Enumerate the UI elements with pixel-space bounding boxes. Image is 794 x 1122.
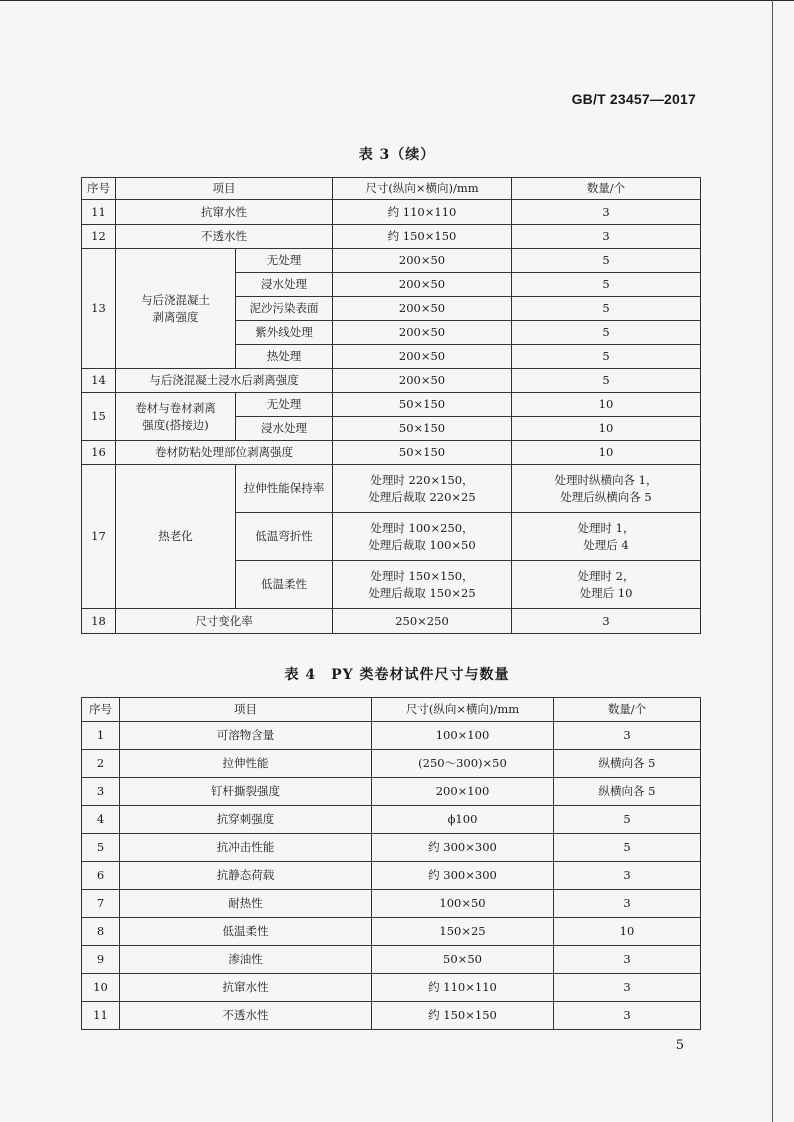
table-row: 12 不透水性 约 150×150 3: [82, 225, 701, 249]
page-number: 5: [675, 1038, 684, 1053]
table-row: 15 卷材与卷材剥离 强度(搭接边) 无处理 50×150 10: [82, 393, 701, 417]
table-row: 4 抗穿刺强度 ϕ100 5: [82, 806, 701, 834]
table-row: 9 渗油性 50×50 3: [82, 946, 701, 974]
header-size: 尺寸(纵向×横向)/mm: [372, 698, 554, 722]
table-row: 热处理 200×50 5: [82, 345, 701, 369]
table-row: 浸水处理 200×50 5: [82, 273, 701, 297]
header-item: 项目: [120, 698, 372, 722]
standard-code: GB/T 23457—2017: [571, 91, 696, 107]
header-qty: 数量/个: [554, 698, 701, 722]
table-row: 1 可溶物含量 100×100 3: [82, 722, 701, 750]
table-row: 16 卷材防粘处理部位剥离强度 50×150 10: [82, 441, 701, 465]
table4-title: 表 4 PY 类卷材试件尺寸与数量: [284, 667, 510, 683]
table3-title: 表 3（续）: [358, 147, 436, 163]
table-row: 17 热老化 拉伸性能保持率 处理时 220×150， 处理后裁取 220×25 处理时纵横向各 1， 处理后纵横向各 5: [82, 465, 701, 513]
table-row: 14 与后浇混凝土浸水后剥离强度 200×50 5: [82, 369, 701, 393]
header-item: 项目: [116, 178, 333, 200]
table-row: 11 不透水性 约 150×150 3: [82, 1002, 701, 1030]
header-no: 序号: [82, 178, 116, 200]
header-size: 尺寸(纵向×横向)/mm: [333, 178, 512, 200]
table-row: 13 与后浇混凝土 剥离强度 无处理 200×50 5: [82, 249, 701, 273]
table4-header-row: [82, 698, 701, 722]
scan-right-edge: [772, 0, 773, 1122]
table-row: 8 低温柔性 150×25 10: [82, 918, 701, 946]
table-row: 低温柔性 处理时 150×150， 处理后裁取 150×25 处理时 2， 处理后 10: [82, 561, 701, 609]
table-row: 5 抗冲击性能 约 300×300 5: [82, 834, 701, 862]
table-row: 低温弯折性 处理时 100×250， 处理后裁取 100×50 处理时 1， 处理后 4: [82, 513, 701, 561]
group15-item: 卷材与卷材剥离 强度(搭接边): [116, 393, 236, 441]
table-row: 泥沙污染表面 200×50 5: [82, 297, 701, 321]
table-row: 紫外线处理 200×50 5: [82, 321, 701, 345]
table-row: 11 抗窜水性 约 110×110 3: [82, 200, 701, 225]
table-row: 3 钉杆撕裂强度 200×100 纵横向各 5: [82, 778, 701, 806]
table-row: 10 抗窜水性 约 110×110 3: [82, 974, 701, 1002]
table4: [81, 697, 701, 1030]
table-row: 浸水处理 50×150 10: [82, 417, 701, 441]
table-row: 2 拉伸性能 (250～300)×50 纵横向各 5: [82, 750, 701, 778]
header-no: 序号: [82, 698, 120, 722]
table-row: 6 抗静态荷载 约 300×300 3: [82, 862, 701, 890]
table-row: 18 尺寸变化率 250×250 3: [82, 609, 701, 634]
table-row: 7 耐热性 100×50 3: [82, 890, 701, 918]
table3: [81, 177, 701, 634]
header-qty: 数量/个: [512, 178, 701, 200]
table3-header-row: [82, 178, 701, 200]
scan-top-edge: [0, 0, 794, 1]
group13-item: 与后浇混凝土 剥离强度: [116, 249, 236, 369]
